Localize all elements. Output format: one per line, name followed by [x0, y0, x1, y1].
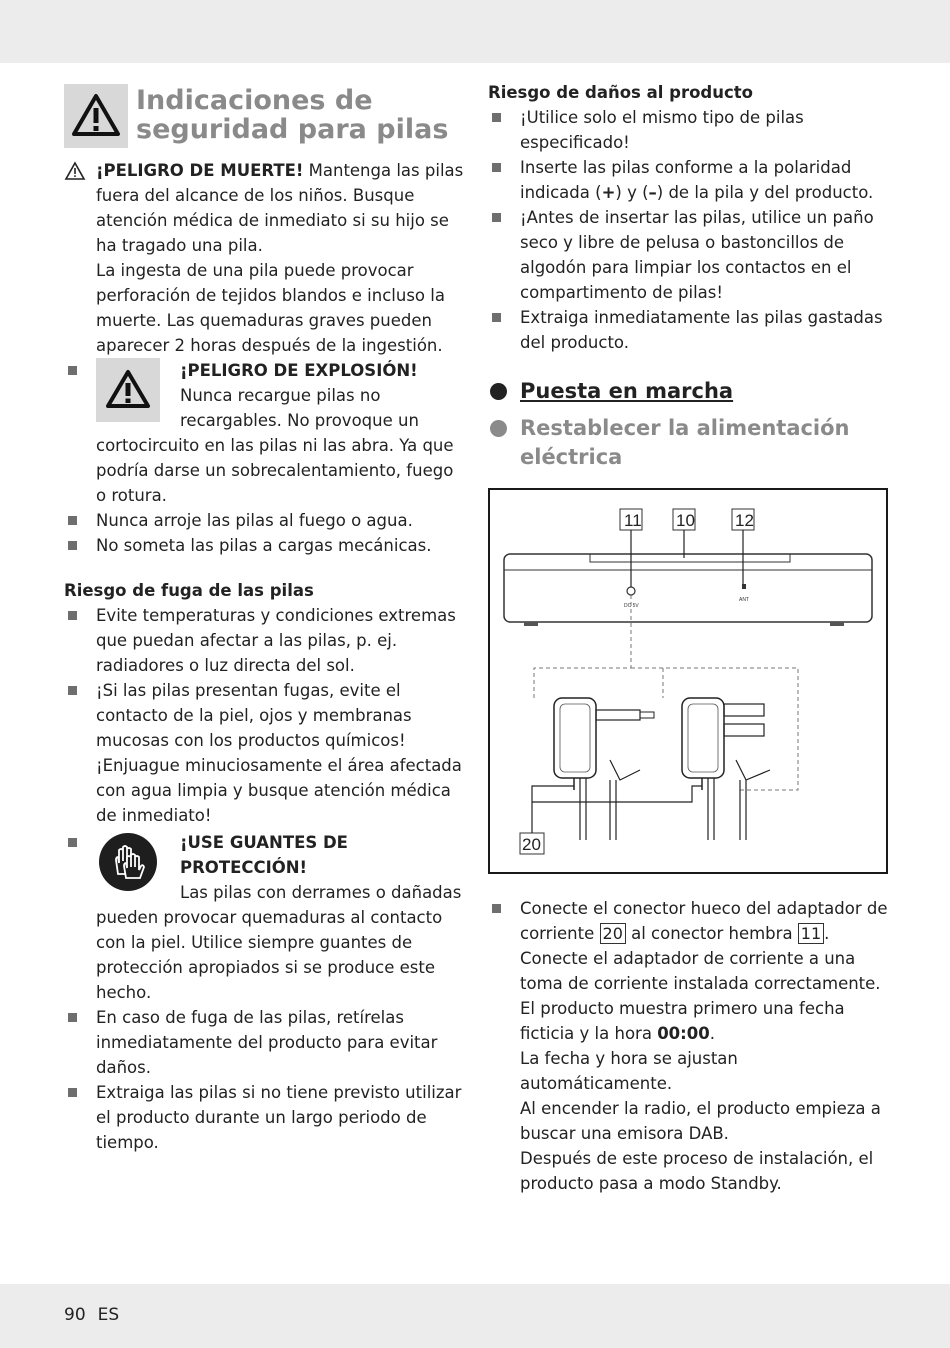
gloves-icon — [96, 830, 160, 894]
polarity-c: ) de la pila y del producto. — [656, 183, 874, 202]
language-code: ES — [97, 1305, 120, 1325]
warning-icon — [96, 358, 160, 422]
page-number: 90 — [64, 1305, 86, 1325]
explosion-text: Nunca recargue pilas no recargables. No provoque un cortocircuito en las pilas ni las abra. Ya que podría darse un sobrecalentamiento, fuego o rotura. — [96, 386, 454, 505]
instr-text: . — [709, 1024, 715, 1043]
time-value: 00:00 — [657, 1024, 710, 1043]
ant-label: ANT — [739, 597, 749, 603]
heading-restore — [488, 414, 888, 472]
bullet — [492, 904, 501, 913]
bullet — [68, 366, 77, 375]
right-column — [488, 80, 888, 1196]
bullet — [492, 113, 501, 122]
list-item-text: Extraiga las pilas si no tiene previsto utilizar el producto durante un largo periodo de tiempo. — [96, 1083, 462, 1152]
heading-startup-text: Puesta en marcha — [520, 379, 734, 403]
list-item — [488, 205, 888, 305]
instr-text: El producto muestra primero una fecha ficticia y la hora — [520, 999, 845, 1043]
list-item — [64, 1080, 464, 1155]
instr-text: Conecte el conector hueco del adaptador de corriente — [520, 899, 888, 943]
list-item-text: ¡Utilice solo el mismo tipo de pilas especificado! — [520, 108, 804, 152]
bullet — [492, 213, 501, 222]
list-item-text: ¡Antes de insertar las pilas, utilice un paño seco y libre de pelusa o bastoncillos de algodón para limpiar los contactos en el compartimento de pilas! — [520, 208, 874, 302]
polarity-text — [520, 155, 888, 205]
danger-death-lead: ¡PELIGRO DE MUERTE! — [96, 161, 304, 180]
list-item — [64, 533, 464, 558]
instruction-5: Al encender la radio, el producto empieza a buscar una emisora DAB. — [520, 1099, 881, 1143]
bullet — [492, 313, 501, 322]
list-item — [488, 896, 888, 1196]
bullet — [68, 1088, 77, 1097]
bullet — [68, 686, 77, 695]
bullet — [68, 541, 77, 550]
section-dot-icon — [490, 383, 507, 400]
instruction-2: Conecte el adaptador de corriente a una toma de corriente instalada correctamente. — [520, 949, 881, 993]
leak-heading: Riesgo de fuga de las pilas — [64, 581, 314, 600]
bullet — [68, 516, 77, 525]
left-column — [64, 82, 464, 1155]
bullet — [68, 838, 77, 847]
label-12: 12 — [735, 511, 754, 530]
instr-text: al conector hembra — [625, 924, 798, 943]
minus-sign: – — [648, 183, 657, 202]
list-item — [488, 305, 888, 355]
instr-text: . — [824, 924, 830, 943]
danger-death-text: Mantenga las pilas fuera del alcance de los niños. Busque atención médica de inmediato si su hijo se ha tragado una pila. — [96, 161, 464, 255]
instruction-4: La fecha y hora se ajustan automáticamente. — [520, 1049, 738, 1093]
label-11: 11 — [624, 511, 642, 530]
connection-diagram — [488, 488, 888, 874]
explosion-block — [64, 358, 464, 508]
danger-death-block — [64, 158, 464, 358]
ref-11: 11 — [798, 923, 824, 944]
list-item — [488, 105, 888, 155]
instruction-1 — [520, 896, 888, 946]
dc-label: DC 5V — [624, 603, 639, 609]
section-dot-icon — [490, 420, 507, 437]
label-10: 10 — [676, 511, 695, 530]
gloves-text: Las pilas con derrames o dañadas pueden provocar quemaduras al contacto con la piel. Utilice siempre guantes de protección apropiados si se produce este hecho. — [96, 883, 462, 1002]
danger-death-text2: La ingesta de una pila puede provocar perforación de tejidos blandos e incluso la muerte. Las quemaduras graves pueden aparecer 2 horas después de la ingestión. — [96, 261, 445, 355]
polarity-b: ) y ( — [615, 183, 649, 202]
list-item — [64, 678, 464, 828]
explosion-lead: ¡PELIGRO DE EXPLOSIÓN! — [180, 361, 418, 380]
list-item-text: No someta las pilas a cargas mecánicas. — [96, 536, 432, 555]
page-title: Indicaciones de seguridad para pilas — [136, 85, 449, 145]
plus-sign: + — [601, 183, 616, 202]
list-item — [64, 1005, 464, 1080]
warning-triangle-icon — [64, 161, 86, 188]
gloves-lead: ¡USE GUANTES DE PROTECCIÓN! — [180, 833, 348, 877]
bullet — [492, 163, 501, 172]
dc-jack — [627, 587, 635, 595]
list-item — [488, 155, 888, 205]
bottom-band — [0, 1284, 950, 1348]
heading-restore-text: Restablecer la alimentación eléctrica — [520, 416, 850, 469]
page-footer — [64, 1305, 131, 1325]
list-item — [64, 508, 464, 533]
ant-port — [742, 584, 746, 589]
heading-startup — [488, 377, 888, 406]
damage-heading: Riesgo de daños al producto — [488, 83, 753, 102]
list-item-text: ¡Si las pilas presentan fugas, evite el contacto de la piel, ojos y membranas mucosas con los productos químicos! ¡Enjuague minuciosamente el área afectada con agua limpia y busque atención médica de inmediato! — [96, 681, 462, 825]
list-item — [64, 603, 464, 678]
top-band — [0, 0, 950, 63]
list-item-text: En caso de fuga de las pilas, retírelas inmediatamente del producto para evitar daños. — [96, 1008, 438, 1077]
gloves-block — [64, 830, 464, 1005]
polarity-a: Inserte las pilas conforme a la polaridad indicada ( — [520, 158, 852, 202]
section-header — [64, 82, 464, 148]
instruction-6: Después de este proceso de instalación, el producto pasa a modo Standby. — [520, 1149, 874, 1193]
list-item-text: Nunca arroje las pilas al fuego o agua. — [96, 511, 413, 530]
bullet — [68, 1013, 77, 1022]
label-20: 20 — [522, 835, 541, 854]
list-item-text: Evite temperaturas y condiciones extremas que puedan afectar a las pilas, p. ej. radiadores o luz directa del sol. — [96, 606, 456, 675]
instruction-3 — [520, 996, 888, 1046]
radio-device — [504, 554, 872, 622]
ref-20: 20 — [600, 923, 626, 944]
warning-icon — [64, 84, 128, 148]
bullet — [68, 611, 77, 620]
list-item-text: Extraiga inmediatamente las pilas gastadas del producto. — [520, 308, 883, 352]
